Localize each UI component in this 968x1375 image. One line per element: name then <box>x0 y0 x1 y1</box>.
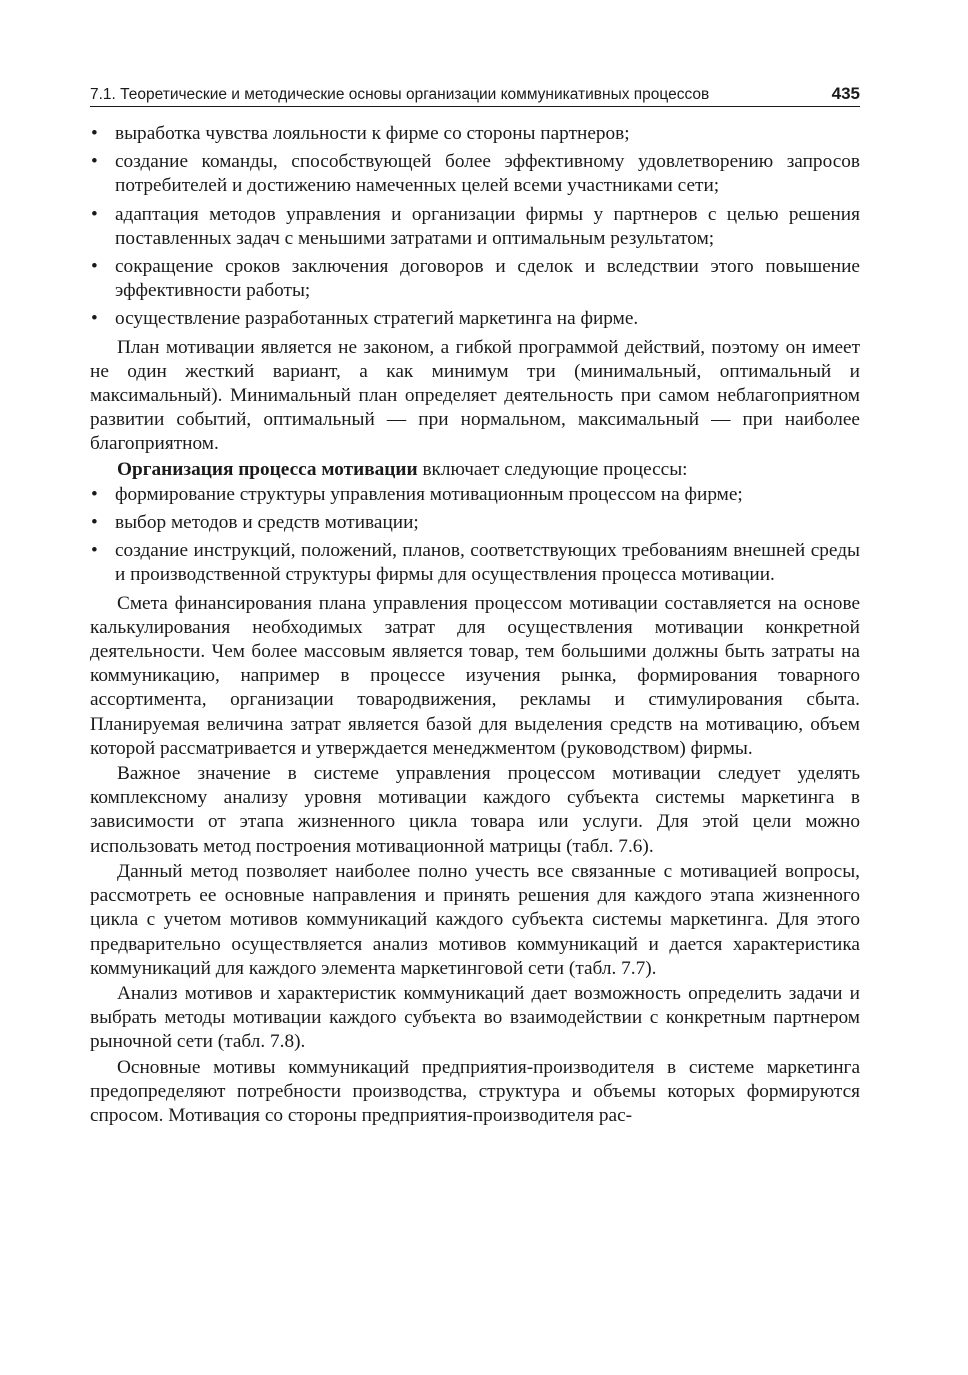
list-item: • создание инструкций, положений, планов, соответствующих требованиям внешней среды и производственной структуры фирмы для осуществления процесса мотивации. <box>90 539 860 587</box>
paragraph-text: включает следующие процессы: <box>417 458 688 480</box>
list-item: • адаптация методов управления и организации фирмы у партнеров с целью решения поставленных задач с меньшими затратами и оптимальным результатом; <box>90 203 860 251</box>
running-header <box>90 80 860 107</box>
page-number: 435 <box>831 84 860 103</box>
chapter-title: 7.1. Теоретические и методические основы организации коммуникативных процессов <box>90 86 710 103</box>
page-body <box>90 122 860 1128</box>
paragraph: Анализ мотивов и характеристик коммуникаций дает возможность определить задачи и выбрать методы мотивации каждого субъекта во взаимодействии с конкретным партнером рыночной сети (табл. 7.8). <box>90 982 860 1053</box>
paragraph: Данный метод позволяет наиболее полно учесть все связанные с мотивацией вопросы, рассмотреть ее основные направления и принять решения для каждого этапа жизненного цикла с учетом мотивов коммуникаций каждого субъекта системы маркетинга. Для этого предварительно осуществляется анализ мотивов коммуникаций и дается характеристика коммуникаций для каждого элемента маркетинговой сети (табл. 7.7). <box>90 860 860 979</box>
list-item: • осуществление разработанных стратегий маркетинга на фирме. <box>90 307 860 331</box>
paragraph: План мотивации является не законом, а гибкой программой действий, поэтому он имеет не один жесткий вариант, а как минимум три (минимальный, оптимальный и максимальный). Минимальный план определяет деятельность при самом неблагоприятном развитии событий, оптимальный — при нормальном, максимальный — при наиболее благоприятном. <box>90 336 860 455</box>
paragraph: Смета финансирования плана управления процессом мотивации составляется на основе калькулирования необходимых затрат для осуществления мотивации конкретной деятельности. Чем более массовым является товар, тем большими должны быть затраты на коммуникацию, например в процессе изучения рынка, формирования товарного ассортимента, организации товародвижения, рекламы и стимулирования сбыта. Планируемая величина затрат является базой для выделения средств на мотивацию, объем которой рассматривается и утверждается менеджментом (руководством) фирмы. <box>90 592 860 759</box>
paragraph-lead <box>90 458 860 482</box>
list-item: • сокращение сроков заключения договоров и сделок и вследствии этого повышение эффективности работы; <box>90 255 860 303</box>
page <box>90 80 860 1129</box>
list-item: • формирование структуры управления мотивационным процессом на фирме; <box>90 483 860 507</box>
list-item: • создание команды, способствующей более эффективному удовлетворению запросов потребителей и достижению намеченных целей всеми участниками сети; <box>90 150 860 198</box>
list-item: • выработка чувства лояльности к фирме со стороны партнеров; <box>90 122 860 146</box>
paragraph: Основные мотивы коммуникаций предприятия-производителя в системе маркетинга предопределяют потребности производства, структура и объемы которых формируются спросом. Мотивация со стороны предприятия-производителя рас- <box>90 1056 860 1126</box>
bullet-list-processes <box>90 483 860 588</box>
list-item: • выбор методов и средств мотивации; <box>90 511 860 535</box>
paragraph: Важное значение в системе управления процессом мотивации следует уделять комплексному анализу уровня мотивации каждого субъекта системы маркетинга в зависимости от этапа жизненного цикла товара или услуги. Для этой цели можно использовать метод построения мотивационной матрицы (табл. 7.6). <box>90 763 860 857</box>
bold-term: Организация процесса мотивации <box>117 458 418 480</box>
bullet-list-goals <box>90 122 860 332</box>
